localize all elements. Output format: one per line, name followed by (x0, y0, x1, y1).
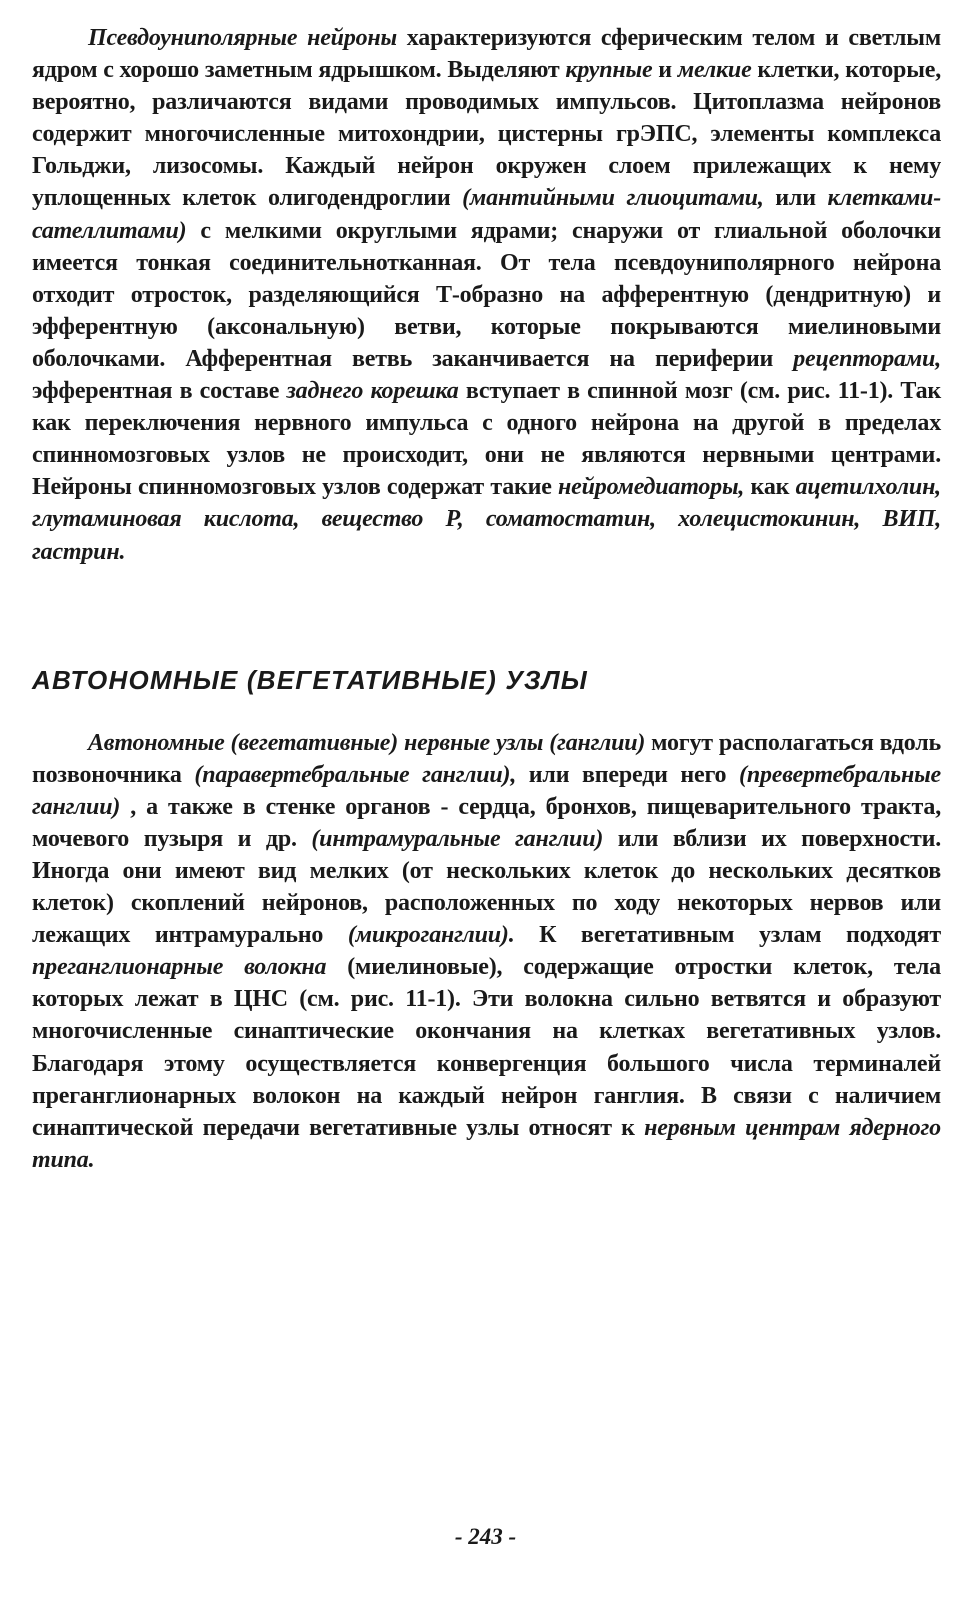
text-run: (миелиновые), содержащие отростки клеток, тела которых лежат в ЦНС (см. рис. 11-1). Эти волокна сильно ветвятся и образуют многочисленные синаптические окончания на клетках вегетативных узлов. Благодаря этому осуществляется конвергенция большого числа терминалей преганглионарных волокон на каждый нейрон ганглия. В связи с наличием синаптической передачи вегетативные узлы относят к (32, 954, 941, 1141)
term-pseudounipolar: Псевдоуниполярные нейроны (88, 25, 398, 51)
text-run: вступает в спинной мозг (см. рис. 11-1). Так как переключения нервного импульса с одного нейрона на другой в пределах спинномозговых узлов не происходит, они не являются нервными центрами. Нейроны спинномозговых узлов содержат такие (32, 378, 941, 501)
term-small: мелкие (677, 57, 752, 84)
term-dorsal-root: заднего корешка (286, 378, 459, 405)
text-run: или впереди него (516, 761, 740, 788)
paragraph-pseudounipolar-neurons (32, 22, 941, 568)
term-prevertebral: (превертебральные ганглии) (32, 761, 941, 820)
page-number: - 243 - (454, 1524, 517, 1549)
text-run: и (652, 57, 678, 84)
text-run: клетки, которые, вероятно, различаются видами проводимых импульсов. Цитоплазма нейронов содержит многочисленные митохондрии, цистерны грЭПС, элементы комплекса Гольджи, лизосомы. Каждый нейрон окружен слоем прилежащих к нему уплощенных клеток олигодендроглии (32, 57, 942, 212)
term-mantle-gliocytes: (мантийными глиоцитами, (462, 185, 764, 212)
paragraph-autonomic-ganglia (32, 727, 941, 1176)
term-satellite-cells: клетками-сателлитами) (32, 185, 941, 244)
section-heading: АВТОНОМНЫЕ (ВЕГЕТАТИВНЫЕ) УЗЛЫ (32, 664, 588, 695)
text-run: или (763, 185, 828, 212)
text-run: или вблизи их поверхности. Иногда они имеют вид мелких (от нескольких клеток до нескольких десятков клеток) скоплений нейронов, расположенных по ходу некоторых нервов или лежащих интрамурально (32, 825, 941, 949)
term-microganglia: (микроганглии). (347, 922, 515, 949)
term-large: крупные (565, 57, 653, 84)
text-run: с мелкими округлыми ядрами; снаружи от глиальной оболочки имеется тонкая соединительнотканная. От тела псевдоуниполярного нейрона отходит отросток, разделяющийся Т-образно на афферентную (дендритную) и эфферентную (аксональную) ветви, которые покрываются миелиновыми оболочками. Афферентная ветвь заканчивается на периферии (32, 217, 941, 372)
text-run: характеризуются сферическим телом и светлым ядром с хорошо заметным ядрышком. Выделяют (32, 25, 941, 84)
text-run: К вегетативным узлам подходят (514, 922, 941, 949)
term-preganglionic-fibers: преганглионарные волокна (32, 954, 327, 981)
text-run: , а также в стенке органов - сердца, бронхов, пищеварительного тракта, мочевого пузыря и др. (32, 793, 941, 852)
term-autonomic-ganglia: Автономные (вегетативные) нервные узлы (ганглии) (88, 729, 646, 756)
term-receptors: рецепторами, (793, 345, 941, 372)
text-run: как (744, 474, 796, 501)
term-neuromediators: нейромедиаторы, (558, 474, 745, 501)
term-paravertebral: (паравертебральные ганглии), (194, 761, 517, 788)
term-nuclear-centers: нервным центрам ядерного типа. (32, 1114, 941, 1173)
text-run: могут располагаться вдоль позвоночника (32, 729, 941, 788)
text-run: эфферентная в составе (32, 378, 287, 405)
term-intramural: (интрамуральные ганглии) (311, 825, 604, 852)
term-mediator-list: ацетилхолин, глутаминовая кислота, вещество Р, соматостатин, холецистокинин, ВИП, гастрин. (32, 474, 941, 565)
